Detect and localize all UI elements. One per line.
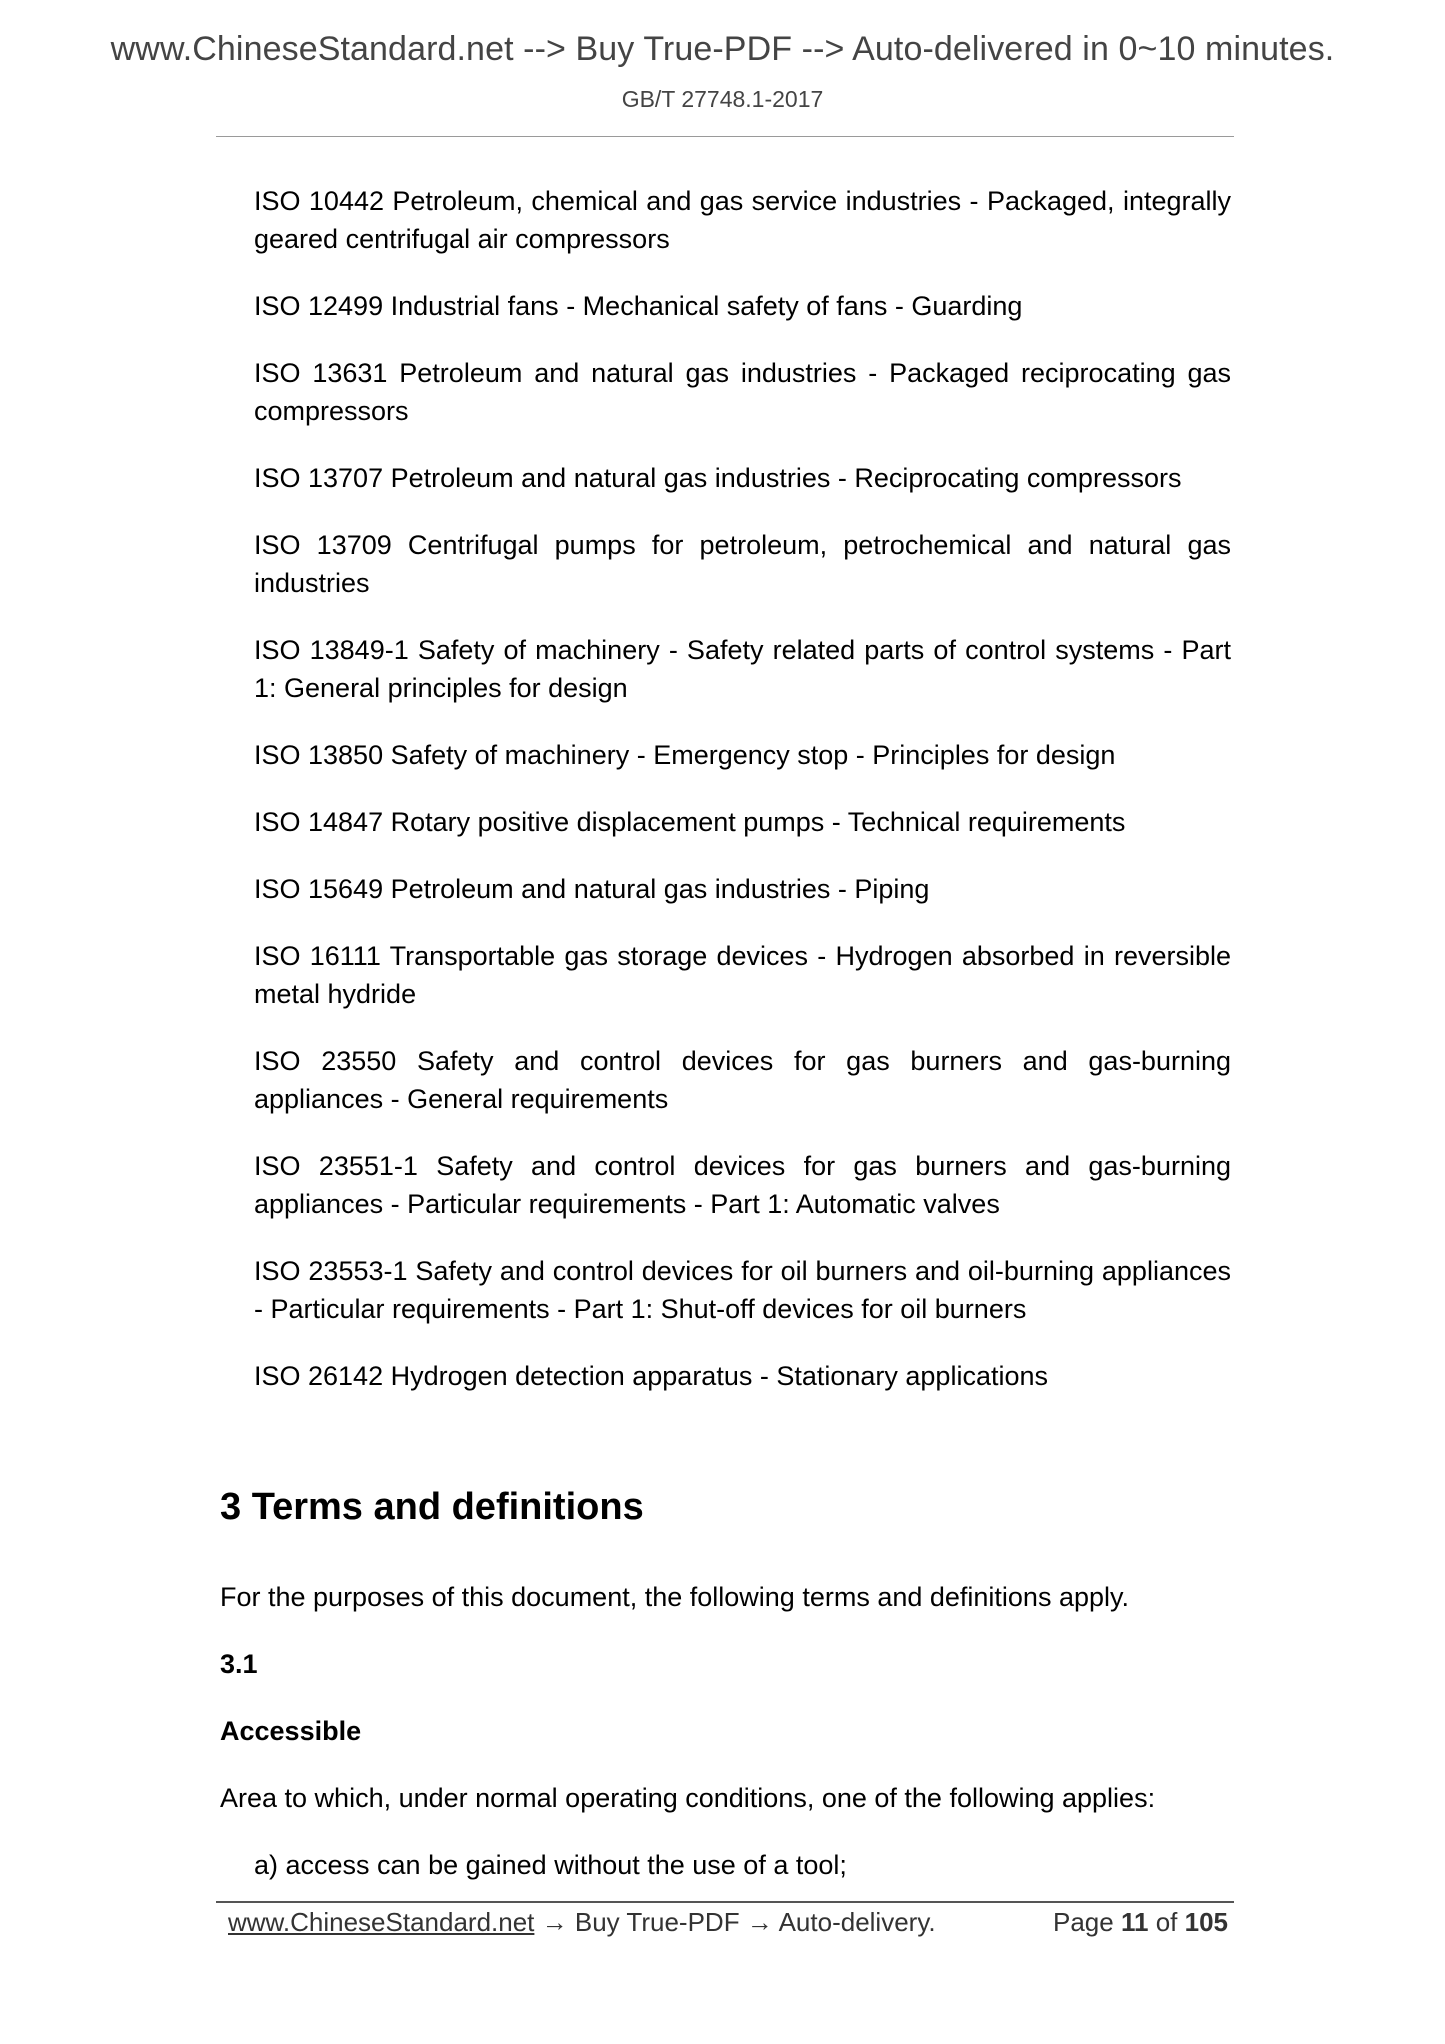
page-indicator	[1053, 1904, 1228, 1940]
footer-site-link[interactable]: www.ChineseStandard.net	[228, 1907, 535, 1937]
reference-item: ISO 15649 Petroleum and natural gas industries - Piping	[254, 874, 930, 904]
reference-item: ISO 13850 Safety of machinery - Emergency stop - Principles for design	[254, 740, 1116, 770]
term-number: 3.1	[220, 1649, 258, 1679]
reference-item: ISO 13707 Petroleum and natural gas industries - Reciprocating compressors	[254, 463, 1182, 493]
section-intro: For the purposes of this document, the following terms and definitions apply.	[220, 1582, 1129, 1612]
reference-item: ISO 13631 Petroleum and natural gas industries - Packaged reciprocating gas compressors	[254, 358, 1231, 426]
definition-item-a: a) access can be gained without the use of a tool;	[254, 1850, 847, 1880]
reference-item: ISO 16111 Transportable gas storage devices - Hydrogen absorbed in reversible metal hydride	[254, 941, 1231, 1009]
reference-item: ISO 13849-1 Safety of machinery - Safety related parts of control systems - Part 1: General principles for design	[254, 635, 1231, 703]
reference-item: ISO 10442 Petroleum, chemical and gas service industries - Packaged, integrally geared centrifugal air compressors	[254, 186, 1231, 254]
footer-divider	[216, 1901, 1234, 1903]
page-footer	[228, 1904, 1228, 1940]
standard-code: GB/T 27748.1-2017	[621, 86, 824, 112]
page-of-label: of	[1155, 1907, 1178, 1937]
section-heading: 3 Terms and definitions	[220, 1486, 644, 1528]
footer-nav-text: → Buy True-PDF → Auto-delivery.	[541, 1907, 936, 1937]
page-total: 105	[1184, 1907, 1228, 1937]
reference-item: ISO 26142 Hydrogen detection apparatus - Stationary applications	[254, 1361, 1048, 1391]
page-current: 11	[1120, 1907, 1149, 1937]
reference-item: ISO 23550 Safety and control devices for gas burners and gas-burning appliances - General requirements	[254, 1046, 1231, 1114]
header-divider	[216, 136, 1234, 137]
term-name: Accessible	[220, 1716, 362, 1746]
reference-item: ISO 23553-1 Safety and control devices for oil burners and oil-burning appliances - Particular requirements - Part 1: Shut-off devices for oil burners	[254, 1256, 1231, 1324]
term-definition: Area to which, under normal operating conditions, one of the following applies:	[220, 1783, 1156, 1813]
reference-item: ISO 14847 Rotary positive displacement pumps - Technical requirements	[254, 807, 1126, 837]
normative-references-list	[254, 182, 1231, 1424]
header-banner: www.ChineseStandard.net --> Buy True-PDF --> Auto-delivered in 0~10 minutes.	[110, 30, 1335, 68]
reference-item: ISO 12499 Industrial fans - Mechanical safety of fans - Guarding	[254, 291, 1023, 321]
reference-item: ISO 13709 Centrifugal pumps for petroleum, petrochemical and natural gas industries	[254, 530, 1231, 598]
page-label: Page	[1052, 1907, 1114, 1937]
reference-item: ISO 23551-1 Safety and control devices for gas burners and gas-burning appliances - Particular requirements - Part 1: Automatic valves	[254, 1151, 1231, 1219]
